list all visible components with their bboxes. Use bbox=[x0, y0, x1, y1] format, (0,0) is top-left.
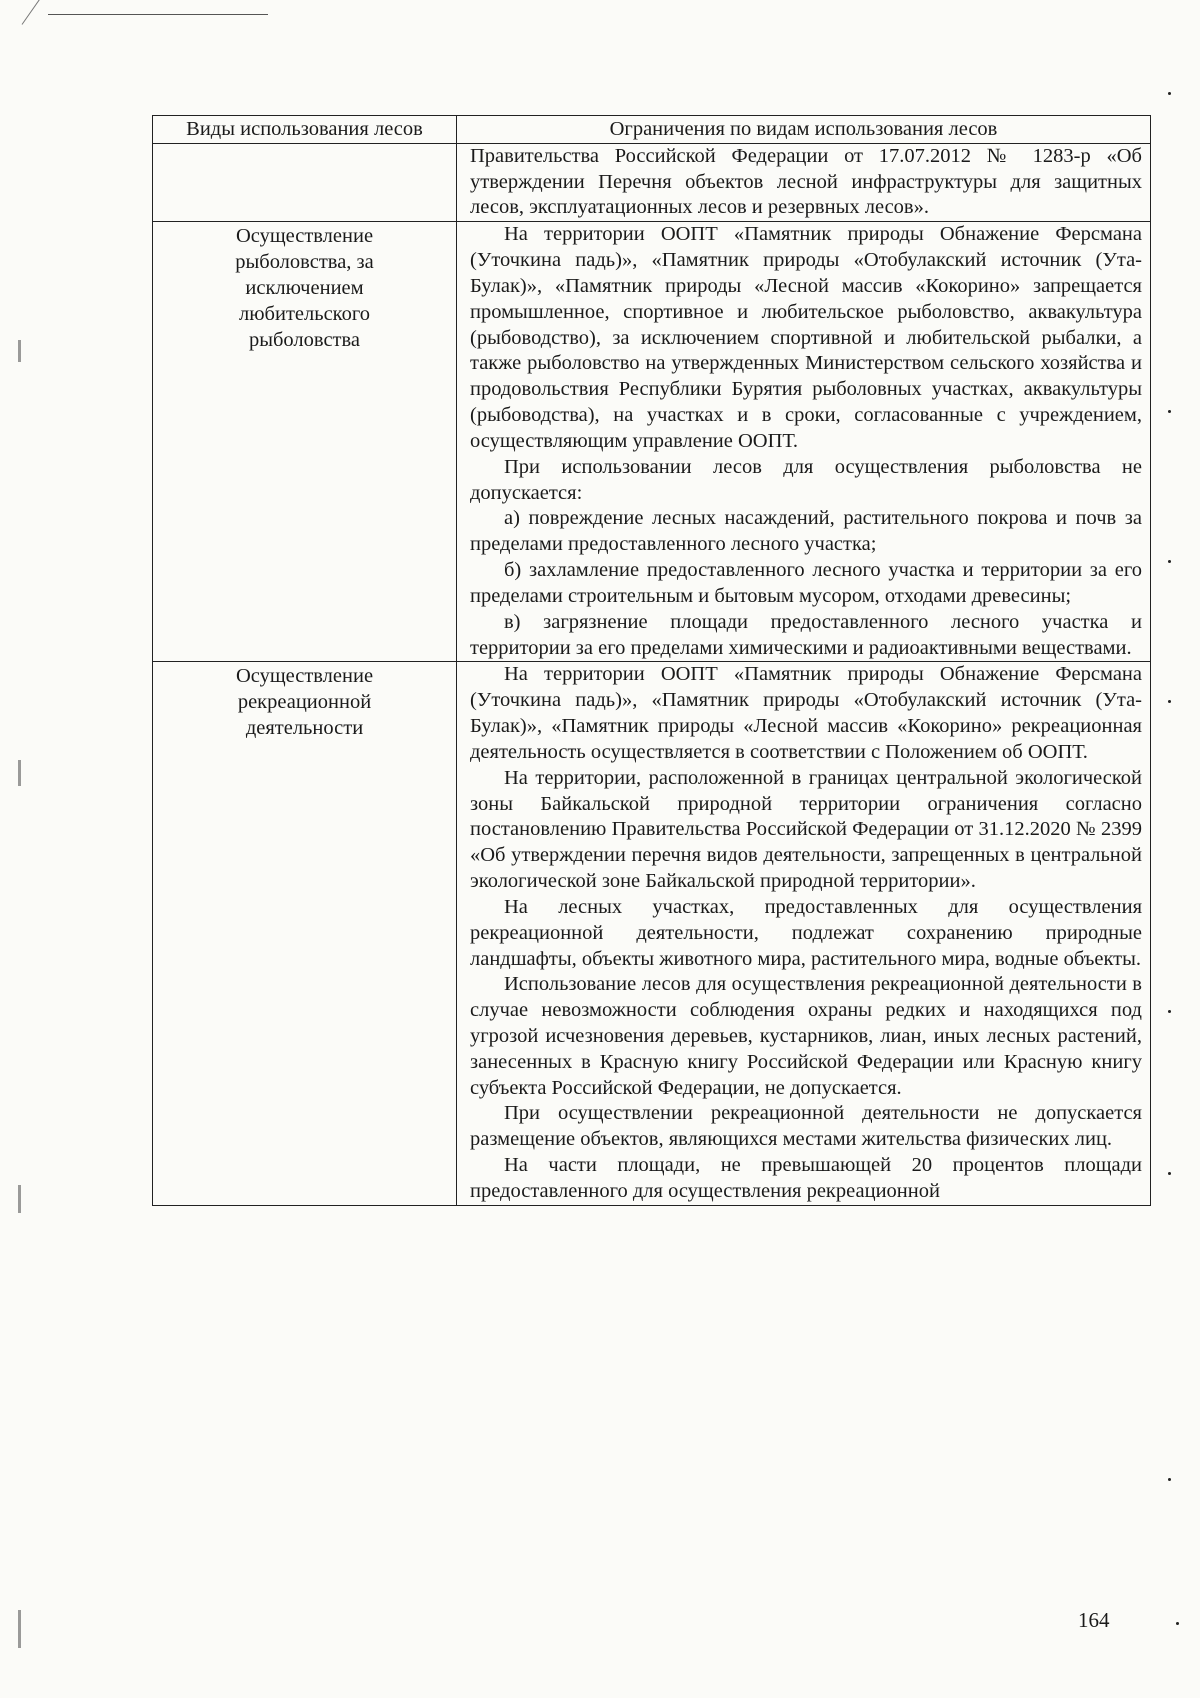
restriction-paragraph: На территории ООПТ «Памятник природы Обнажение Ферсмана (Уточкина падь)», «Памятник природы «Отобулакский источник (Ута-Булак)», «Памятник природы «Лесной массив «Кокорино» запрещается промышленное, спортивное и любительское рыболовство, аквакультура (рыбоводство), за исключением спортивной и любительской рыбалки, а также рыболовство на утвержденных Министерством сельского хозяйства и продовольствия Республики Бурятия рыболовных участках, аквакультуры (рыбоводства), на участках и в сроки, согласованные с учреждением, осуществляющим управление ООПТ. bbox=[470, 223, 1142, 452]
scan-dot bbox=[1168, 700, 1171, 703]
restriction-paragraph: На лесных участках, предоставленных для осуществления рекреационной деятельности, подлежат сохранению природные ландшафты, объекты животного мира, растительного мира, водные объекты. bbox=[470, 895, 1142, 970]
restriction-paragraph: При осуществлении рекреационной деятельности не допускается размещение объектов, являющихся местами жительства физических лиц. bbox=[470, 1102, 1142, 1151]
restriction-paragraph: Использование лесов для осуществления рекреационной деятельности в случае невозможности соблюдения охраны редких и находящихся под угрозой исчезновения деревьев, кустарников, лиан, иных лесных растений, занесенных в Красную книгу Российской Федерации или Красную книгу субъекта Российской Федерации, не допускается. bbox=[470, 973, 1142, 1099]
scan-dot bbox=[1168, 92, 1171, 95]
scan-edge-mark bbox=[18, 340, 21, 362]
scan-dot bbox=[1168, 1010, 1171, 1013]
scan-dot bbox=[1168, 410, 1171, 413]
scan-artifact-line bbox=[48, 14, 268, 15]
restriction-cell bbox=[457, 143, 1151, 221]
table-header-row bbox=[153, 116, 1151, 144]
scan-dot bbox=[1168, 1478, 1171, 1481]
restriction-paragraph: в) загрязнение площади предоставленного лесного участка и территории за его пределами химическими и радиоактивными веществами. bbox=[470, 610, 1142, 659]
forest-use-restrictions-table bbox=[152, 115, 1151, 1206]
forest-use-type-cell: Осуществление рекреационной деятельности bbox=[153, 662, 457, 1205]
scan-edge-mark bbox=[18, 760, 21, 786]
scan-dot bbox=[1168, 1172, 1171, 1175]
restriction-paragraph: Правительства Российской Федерации от 17.07.2012 № 1283-р «Об утверждении Перечня объектов лесной инфраструктуры для защитных лесов, эксплуатационных лесов и резервных лесов». bbox=[470, 144, 1142, 219]
table-row bbox=[153, 143, 1151, 221]
restriction-paragraph: а) повреждение лесных насаждений, растительного покрова и почв за пределами предоставленного лесного участка; bbox=[470, 507, 1142, 556]
table-row bbox=[153, 662, 1151, 1205]
restriction-paragraph: При использовании лесов для осуществления рыболовства не допускается: bbox=[470, 455, 1142, 504]
restriction-cell bbox=[457, 662, 1151, 1205]
table-row bbox=[153, 222, 1151, 662]
restriction-cell bbox=[457, 222, 1151, 662]
scan-dot bbox=[1176, 1622, 1179, 1625]
scan-edge-mark bbox=[18, 1610, 21, 1648]
header-restrictions: Ограничения по видам использования лесов bbox=[457, 116, 1151, 144]
scan-dot bbox=[1168, 560, 1171, 563]
forest-use-type-cell: Осуществление рыболовства, за исключением любительского рыболовства bbox=[153, 222, 457, 662]
page-number: 164 bbox=[1078, 1608, 1110, 1632]
restriction-paragraph: На части площади, не превышающей 20 процентов площади предоставленного для осуществления рекреационной bbox=[470, 1154, 1142, 1202]
forest-use-type-cell bbox=[153, 143, 457, 221]
scan-edge-mark bbox=[18, 1185, 21, 1213]
restriction-paragraph: На территории, расположенной в границах центральной экологической зоны Байкальской природной территории ограничения согласно постановлению Правительства Российской Федерации от 31.12.2020 № 2399 «Об утверждении перечня видов деятельности, запрещенных в центральной экологической зоне Байкальской природной территории». bbox=[470, 766, 1142, 893]
restriction-paragraph: На территории ООПТ «Памятник природы Обнажение Ферсмана (Уточкина падь)», «Памятник природы «Отобулакский источник (Ута-Булак)», «Памятник природы «Лесной массив «Кокорино» рекреационная деятельность осуществляется в соответствии с Положением об ООПТ. bbox=[470, 663, 1142, 763]
header-forest-use-types: Виды использования лесов bbox=[153, 116, 457, 144]
scan-artifact-diagonal bbox=[22, 0, 46, 25]
restriction-paragraph: б) захламление предоставленного лесного участка и территории за его пределами строительным и бытовым мусором, отходами древесины; bbox=[470, 559, 1142, 607]
